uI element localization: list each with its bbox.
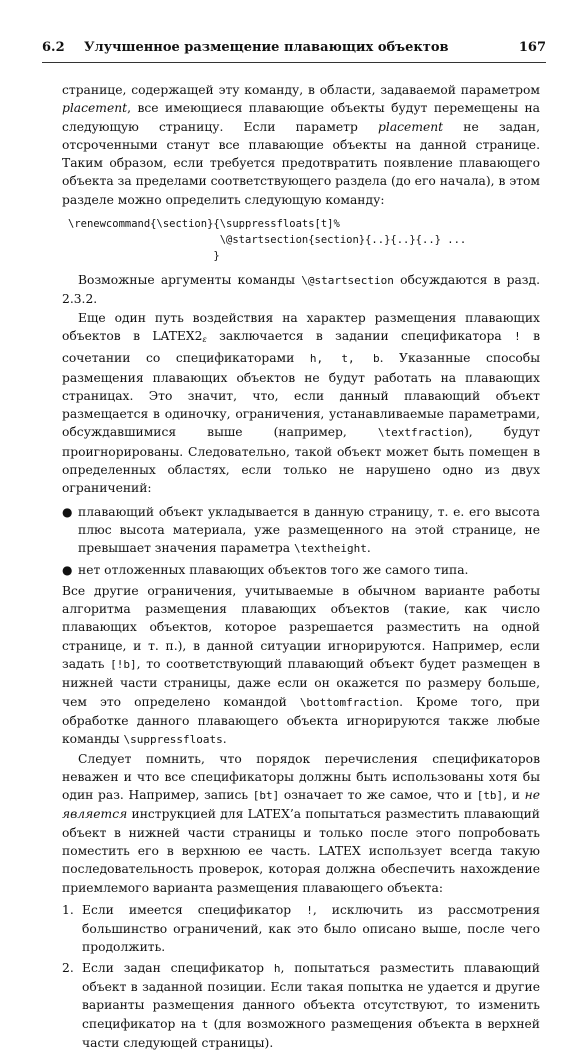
emphasis: placement bbox=[378, 119, 444, 134]
text-run: ’а попытаться разместить плавающий объект в нижней части страницы и только после этого попробовать поместить его в верхнюю ее часть. bbox=[62, 807, 540, 858]
text-run: нет отложенных плавающих объектов того же самого типа. bbox=[78, 562, 469, 577]
inline-code: \bottomfraction bbox=[299, 695, 400, 709]
numbered-list bbox=[62, 901, 540, 1052]
text-run: , исключить из рассмотрения большинство ограничений, как это было описано выше, после чего продолжить. bbox=[82, 902, 540, 955]
text-run: означает то же самое, что и bbox=[279, 788, 477, 803]
list-item bbox=[62, 561, 540, 579]
running-header bbox=[42, 40, 546, 55]
inline-code: ! bbox=[514, 329, 521, 343]
text-run: использует всегда такую последовательность проверок, которая должна обеспечить нахождение приемлемого варианта размещения плавающего объекта: bbox=[62, 843, 540, 895]
bullet-icon: ● bbox=[62, 562, 73, 577]
text-run: , все имеющиеся плавающие объекты будут перемещены на следующую страницу. Если параметр bbox=[62, 101, 540, 134]
text-run: , попытаться разместить плавающий объект в заданной позиции. Если такая попытка не удается и другие варианты размещения данного объекта отсутствуют, то изменить спецификатор на bbox=[82, 960, 540, 1031]
paragraph-3 bbox=[62, 309, 540, 498]
header-rule bbox=[42, 62, 546, 63]
text-run: (для возможного размещения объекта в верхней части следующей страницы). bbox=[82, 1016, 540, 1050]
text-run: не задан, отсроченными станут все плавающие объекты на данной странице. Таким образом, если требуется предотвратить появление плавающего объекта за пределами соответствующего раздела (до его начала), в этом разделе можно определить следующую команду: bbox=[62, 119, 540, 207]
item-number: 1. bbox=[62, 902, 74, 917]
emphasis: placement bbox=[62, 101, 128, 116]
text-run: . Кроме того, при обработке данного плавающего объекта игнорируются также любые команды bbox=[62, 694, 540, 747]
emphasis: не является bbox=[62, 788, 540, 822]
text-run: ), будут проигнорированы. Следовательно, такой объект может быть помещен в определенных областях, если только не нарушено одно из двух ограничений: bbox=[62, 425, 540, 496]
text-run: Еще один путь воздействия на характер размещения плавающих объектов в bbox=[62, 310, 540, 343]
text-run: , и bbox=[503, 788, 525, 803]
text-run: инструкцией для bbox=[127, 807, 248, 822]
text-run: Следует помнить, что порядок перечисления спецификаторов неважен и что все спецификаторы должны быть использованы хотя бы один раз. Например, запись bbox=[62, 751, 540, 803]
inline-code: \suppressfloats bbox=[123, 733, 223, 747]
inline-code: [bt] bbox=[252, 789, 280, 803]
inline-code: ! bbox=[306, 903, 313, 917]
inline-code: h bbox=[273, 961, 281, 975]
latex-logo: LATEX bbox=[247, 807, 290, 822]
page-number: 167 bbox=[518, 40, 546, 55]
inline-code: \@startsection bbox=[301, 274, 394, 288]
text-run: странице, содержащей эту команду, в области, задаваемой параметром bbox=[62, 83, 540, 97]
text-run: . bbox=[366, 541, 371, 556]
text-run: Если имеется спецификатор bbox=[82, 902, 307, 917]
code-block: \renewcommand{\section}{\suppressfloats[t]% \@startsection{section}{..}{..}{..} ... } bbox=[68, 218, 467, 263]
inline-code: [!b] bbox=[110, 658, 137, 672]
bullet-icon: ● bbox=[62, 504, 73, 519]
text-run: плавающий объект укладывается в данную страницу, т. е. его высота плюс высота материала, уже размещенного на этой странице, не превышает значения параметра bbox=[78, 504, 540, 556]
text-run: . Указанные способы размещения плавающих объектов не будут работать на плавающих страницах. Это значит, что, если данный плавающий объект размещается в одиночку, ограничения, устанавливаемые параметрами, обсуждавшимися выше (например, bbox=[62, 351, 540, 440]
text-run: , то соответствующий плавающий объект будет размещен в нижней части страницы, даже если он окажется по размеру больше, чем это определено командой bbox=[62, 657, 540, 709]
text-run: Все другие ограничения, учитываемые в обычном варианте работы алгоритма размещения плавающих объектов (такие, как число плавающих объектов, которое разрешается разместить на одной странице, и т. п.), в данной ситуации игнорируются. Например, если задать bbox=[62, 583, 540, 672]
bullet-list bbox=[62, 503, 540, 579]
latex-logo bbox=[152, 329, 206, 343]
section-number: 6.2 bbox=[42, 40, 65, 55]
list-item bbox=[62, 503, 540, 559]
latex-logo-text: LATEX2 bbox=[152, 328, 203, 343]
inline-code: [tb] bbox=[476, 789, 504, 803]
inline-code: t bbox=[201, 1017, 209, 1031]
page-body bbox=[62, 81, 540, 1054]
inline-code: h, t, b bbox=[309, 352, 380, 366]
paragraph-5 bbox=[62, 750, 540, 897]
text-run: . bbox=[222, 732, 227, 747]
text-run: в сочетании со спецификаторами bbox=[62, 328, 540, 366]
inline-code: \textfraction bbox=[377, 426, 464, 440]
latex-logo: LATEX bbox=[318, 843, 361, 858]
paragraph-1 bbox=[62, 81, 540, 209]
text-run: Если задан спецификатор bbox=[82, 960, 274, 975]
text-run: обсуждаются в разд. 2.3.2. bbox=[62, 273, 540, 307]
list-item bbox=[62, 901, 540, 957]
section-title: Улучшенное размещение плавающих объектов bbox=[84, 40, 449, 55]
text-run: заключается в задании спецификатора bbox=[206, 328, 515, 343]
inline-code: \textheight bbox=[294, 542, 367, 556]
paragraph-4 bbox=[62, 582, 540, 750]
text-run: Возможные аргументы команды bbox=[78, 273, 302, 288]
list-item bbox=[62, 959, 540, 1052]
paragraph-2 bbox=[62, 271, 540, 309]
item-number: 2. bbox=[62, 960, 74, 975]
latex-logo-epsilon: ε bbox=[202, 334, 207, 344]
